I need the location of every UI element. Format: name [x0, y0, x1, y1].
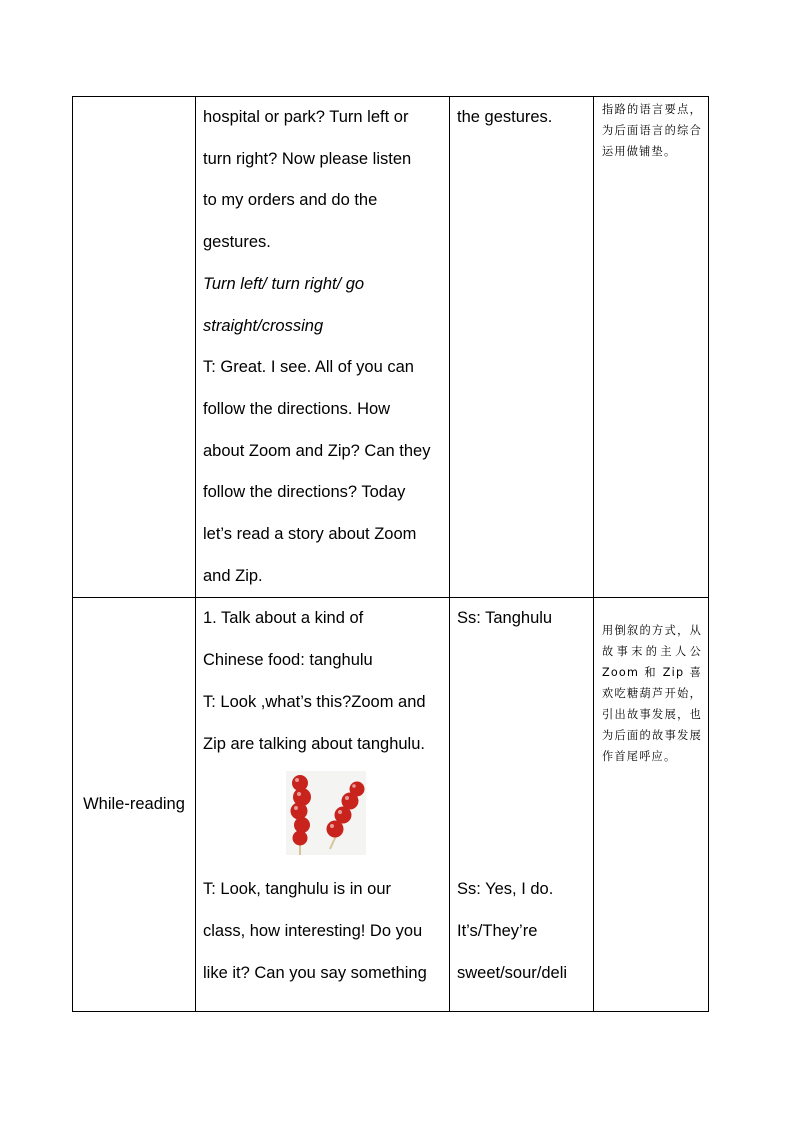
text-line: Turn left/ turn right/ go: [203, 274, 365, 293]
teacher-activity-cell: [196, 97, 450, 598]
text-line: to my orders and do the: [203, 191, 378, 210]
text-line: gestures.: [203, 233, 271, 252]
text-line: and Zip.: [203, 566, 263, 585]
text-line: Zip are talking about tanghulu.: [203, 734, 425, 753]
student-activity-cell: [450, 598, 594, 1012]
text-line: It’s/They’re: [457, 921, 538, 940]
text-line: straight/crossing: [203, 316, 324, 335]
purpose-cell: 指路的语言要点，为后面语言的综合运用做铺垫。: [594, 97, 709, 598]
text-line: T: Great. I see. All of you can: [203, 358, 414, 377]
stage-cell: [73, 97, 196, 598]
text-line: 1. Talk about a kind of: [203, 609, 364, 628]
text-line: like it? Can you say something: [203, 963, 427, 982]
text-line: class, how interesting! Do you: [203, 921, 423, 940]
table-row: [73, 97, 709, 598]
text-line: follow the directions. How: [203, 399, 391, 418]
student-activity-cell: [450, 97, 594, 598]
text-line: the gestures.: [457, 108, 553, 126]
purpose-cell: 用倒叙的方式，从故事末的主人公 Zoom 和 Zip 喜欢吃糖葫芦开始，引出故事发展，也为后面的故事发展作首尾呼应。: [594, 598, 709, 1012]
text-line: T: Look, tanghulu is in our: [203, 880, 392, 899]
stage-cell: While-reading: [73, 598, 196, 1012]
table-row: [73, 598, 709, 1012]
text-line: Ss: Tanghulu: [457, 609, 553, 628]
text-line: sweet/sour/deli: [457, 963, 568, 982]
text-line: T: Look ,what’s this?Zoom and: [203, 692, 426, 711]
lesson-plan-table: [72, 96, 709, 1012]
spacer: [457, 640, 593, 869]
text-line: turn right? Now please listen: [203, 149, 412, 168]
text-line: Ss: Yes, I do.: [457, 880, 554, 899]
teacher-activity-cell: [196, 598, 450, 1012]
text-line: about Zoom and Zip? Can they: [203, 441, 431, 460]
image-container: [203, 771, 449, 855]
text-line: Chinese food: tanghulu: [203, 651, 373, 670]
text-line: let’s read a story about Zoom: [203, 525, 417, 544]
text-line: hospital or park? Turn left or: [203, 108, 409, 126]
text-line: follow the directions? Today: [203, 483, 406, 502]
tanghulu-image: [286, 771, 366, 855]
